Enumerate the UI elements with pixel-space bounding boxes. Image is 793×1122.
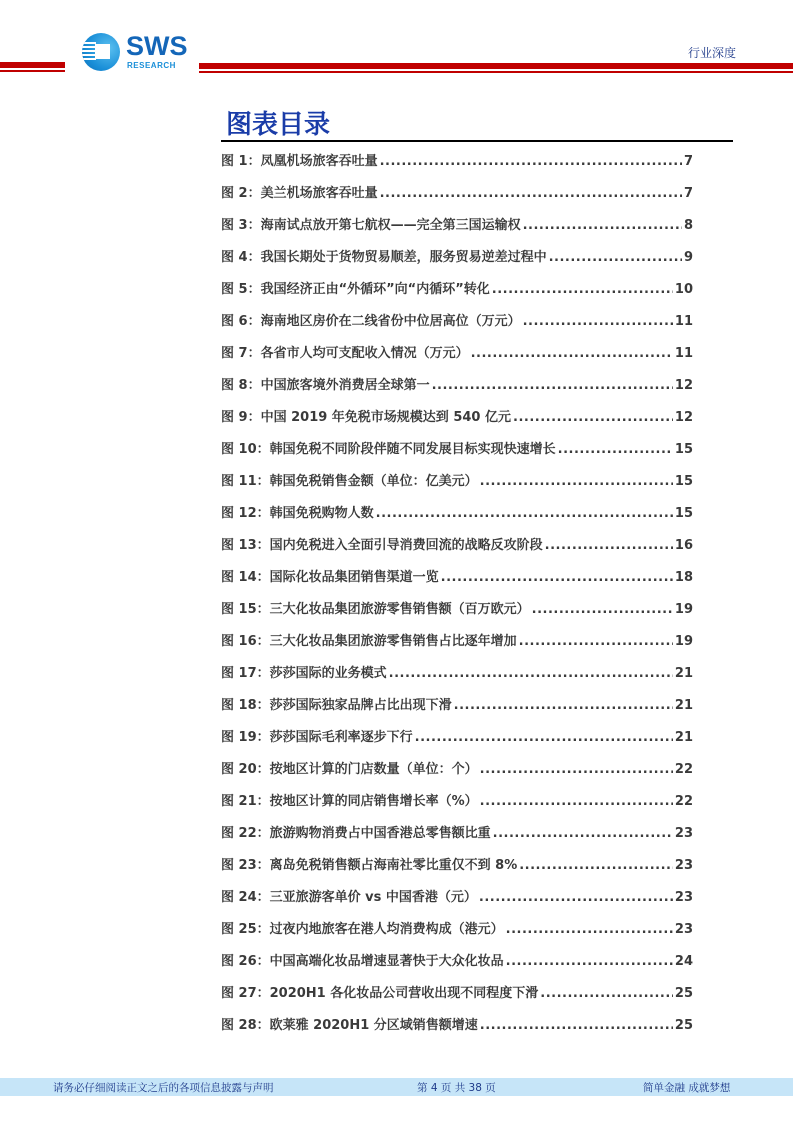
toc-leader-dots	[480, 794, 673, 809]
toc-entry[interactable]	[221, 470, 693, 502]
toc-entry-page[interactable]: 9	[683, 250, 693, 265]
toc-entry[interactable]	[221, 438, 693, 470]
toc-entry[interactable]	[221, 886, 693, 918]
toc-leader-dots	[492, 282, 673, 297]
toc-entry[interactable]	[221, 790, 693, 822]
toc-entry-label[interactable]: 图 24：三亚旅游客单价 vs 中国香港（元）	[221, 890, 477, 905]
toc-leader-dots	[480, 762, 673, 777]
toc-entry-label[interactable]: 图 22：旅游购物消费占中国香港总零售额比重	[221, 826, 491, 841]
toc-entry[interactable]	[221, 406, 693, 438]
toc-entry-page[interactable]: 15	[674, 474, 693, 489]
toc-entry-page[interactable]: 11	[674, 346, 693, 361]
toc-leader-dots	[513, 410, 673, 425]
toc-entry-page[interactable]: 10	[674, 282, 693, 297]
toc-leader-dots	[519, 858, 673, 873]
toc-entry[interactable]	[221, 534, 693, 566]
toc-entry[interactable]	[221, 630, 693, 662]
logo-text: SWS	[126, 31, 188, 61]
toc-entry[interactable]	[221, 342, 693, 374]
toc-entry[interactable]	[221, 374, 693, 406]
toc-leader-dots	[415, 730, 673, 745]
toc-entry-page[interactable]: 21	[674, 698, 693, 713]
header-rule-left	[0, 62, 65, 72]
toc-entry-label[interactable]: 图 12：韩国免税购物人数	[221, 506, 374, 521]
toc-leader-dots	[506, 922, 673, 937]
toc-leader-dots	[532, 602, 673, 617]
footer-page-info: 第 4 页 共 38 页	[417, 1082, 496, 1094]
toc-entry-label[interactable]: 图 1：凤凰机场旅客吞吐量	[221, 154, 378, 169]
toc-entry[interactable]	[221, 214, 693, 246]
toc-entry-label[interactable]: 图 28：欧莱雅 2020H1 分区域销售额增速	[221, 1018, 478, 1033]
toc-leader-dots	[389, 666, 673, 681]
page-header	[0, 0, 793, 80]
toc-entry-label[interactable]: 图 11：韩国免税销售金额（单位：亿美元）	[221, 474, 478, 489]
page-footer	[0, 1078, 793, 1096]
toc-entry-label[interactable]: 图 15：三大化妆品集团旅游零售销售额（百万欧元）	[221, 602, 530, 617]
toc-entry-label[interactable]: 图 10：韩国免税不同阶段伴随不同发展目标实现快速增长	[221, 442, 556, 457]
toc-leader-dots	[480, 1018, 673, 1033]
toc-leader-dots	[545, 538, 673, 553]
toc-entry-page[interactable]: 25	[674, 986, 693, 1001]
sws-logo	[82, 33, 192, 73]
footer-disclaimer: 请务必仔细阅读正文之后的各项信息披露与声明	[53, 1082, 274, 1094]
toc-leader-dots	[540, 986, 673, 1001]
toc-entry-label[interactable]: 图 27：2020H1 各化妆品公司营收出现不同程度下滑	[221, 986, 539, 1001]
title-divider	[221, 140, 733, 142]
toc-entry-page[interactable]: 22	[674, 794, 693, 809]
toc-entry[interactable]	[221, 822, 693, 854]
toc-entry-label[interactable]: 图 21：按地区计算的同店销售增长率（%）	[221, 794, 478, 809]
toc-leader-dots	[479, 890, 673, 905]
toc-entry[interactable]	[221, 982, 693, 1014]
toc-entry-label[interactable]: 图 13：国内免税进入全面引导消费回流的战略反攻阶段	[221, 538, 543, 553]
toc-entry-page[interactable]: 12	[674, 378, 693, 393]
toc-entry-page[interactable]: 15	[674, 506, 693, 521]
toc-entry-label[interactable]: 图 7：各省市人均可支配收入情况（万元）	[221, 346, 469, 361]
toc-entry-label[interactable]: 图 2：美兰机场旅客吞吐量	[221, 186, 378, 201]
toc-entry[interactable]	[221, 694, 693, 726]
toc-leader-dots	[471, 346, 673, 361]
toc-entry[interactable]	[221, 566, 693, 598]
toc-leader-dots	[519, 634, 673, 649]
toc-entry[interactable]	[221, 1014, 693, 1046]
toc-entry[interactable]	[221, 854, 693, 886]
toc-entry-label[interactable]: 图 3：海南试点放开第七航权——完全第三国运输权	[221, 218, 521, 233]
page-title: 图表目录	[226, 110, 331, 140]
toc-entry-page[interactable]: 19	[674, 602, 693, 617]
toc-leader-dots	[441, 570, 673, 585]
toc-entry-label[interactable]: 图 20：按地区计算的门店数量（单位：个）	[221, 762, 478, 777]
toc-leader-dots	[523, 218, 682, 233]
toc-entry[interactable]	[221, 310, 693, 342]
toc-entry-page[interactable]: 25	[674, 1018, 693, 1033]
toc-entry-page[interactable]: 7	[683, 154, 693, 169]
toc-entry[interactable]	[221, 150, 693, 182]
toc-leader-dots	[493, 826, 673, 841]
toc-entry[interactable]	[221, 278, 693, 310]
toc-entry-label[interactable]: 图 25：过夜内地旅客在港人均消费构成（港元）	[221, 922, 504, 937]
toc-entry[interactable]	[221, 662, 693, 694]
toc-entry-page[interactable]: 24	[674, 954, 693, 969]
toc-entry-label[interactable]: 图 17：莎莎国际的业务模式	[221, 666, 387, 681]
toc-entry-page[interactable]: 12	[674, 410, 693, 425]
toc-leader-dots	[376, 506, 673, 521]
toc-leader-dots	[480, 474, 673, 489]
toc-entry-label[interactable]: 图 18：莎莎国际独家品牌占比出现下滑	[221, 698, 452, 713]
toc-entry[interactable]	[221, 950, 693, 982]
toc-entry-page[interactable]: 23	[674, 890, 693, 905]
toc-entry-label[interactable]: 图 14：国际化妆品集团销售渠道一览	[221, 570, 439, 585]
logo-subtext: RESEARCH	[127, 61, 176, 70]
toc-entry[interactable]	[221, 502, 693, 534]
toc-entry-page[interactable]: 23	[674, 858, 693, 873]
toc-entry-page[interactable]: 15	[674, 442, 693, 457]
toc-entry-page[interactable]: 22	[674, 762, 693, 777]
toc-leader-dots	[506, 954, 673, 969]
toc-entry[interactable]	[221, 182, 693, 214]
toc-entry-label[interactable]: 图 9：中国 2019 年免税市场规模达到 540 亿元	[221, 410, 511, 425]
toc-entry-page[interactable]: 18	[674, 570, 693, 585]
toc-entry-page[interactable]: 11	[674, 314, 693, 329]
toc-entry-label[interactable]: 图 23：离岛免税销售额占海南社零比重仅不到 8%	[221, 858, 518, 873]
document-type: 行业深度	[688, 46, 737, 60]
toc-entry-label[interactable]: 图 4：我国长期处于货物贸易顺差，服务贸易逆差过程中	[221, 250, 547, 265]
toc-leader-dots	[454, 698, 673, 713]
header-rule-right	[199, 63, 793, 73]
toc-entry[interactable]	[221, 918, 693, 950]
toc-leader-dots	[380, 186, 682, 201]
toc-leader-dots	[523, 314, 673, 329]
toc-entry-page[interactable]: 23	[674, 922, 693, 937]
toc-entry-label[interactable]: 图 5：我国经济正由“外循环”向“内循环”转化	[221, 282, 490, 297]
toc-entry-label[interactable]: 图 19：莎莎国际毛利率逐步下行	[221, 730, 413, 745]
figure-toc	[221, 150, 693, 1046]
toc-entry-label[interactable]: 图 16：三大化妆品集团旅游零售销售占比逐年增加	[221, 634, 517, 649]
toc-entry-label[interactable]: 图 8：中国旅客境外消费居全球第一	[221, 378, 430, 393]
toc-entry-page[interactable]: 21	[674, 666, 693, 681]
toc-entry[interactable]	[221, 598, 693, 630]
toc-entry-page[interactable]: 23	[674, 826, 693, 841]
toc-entry[interactable]	[221, 246, 693, 278]
toc-entry-page[interactable]: 7	[683, 186, 693, 201]
toc-entry[interactable]	[221, 726, 693, 758]
toc-entry-page[interactable]: 16	[674, 538, 693, 553]
toc-entry-page[interactable]: 8	[683, 218, 693, 233]
toc-leader-dots	[432, 378, 673, 393]
toc-entry-page[interactable]: 19	[674, 634, 693, 649]
footer-slogan: 简单金融 成就梦想	[643, 1082, 731, 1094]
logo-globe-icon	[82, 33, 120, 71]
toc-entry-label[interactable]: 图 26：中国高端化妆品增速显著快于大众化妆品	[221, 954, 504, 969]
toc-entry-label[interactable]: 图 6：海南地区房价在二线省份中位居高位（万元）	[221, 314, 521, 329]
toc-leader-dots	[380, 154, 682, 169]
toc-entry[interactable]	[221, 758, 693, 790]
toc-leader-dots	[558, 442, 673, 457]
toc-leader-dots	[549, 250, 682, 265]
toc-entry-page[interactable]: 21	[674, 730, 693, 745]
